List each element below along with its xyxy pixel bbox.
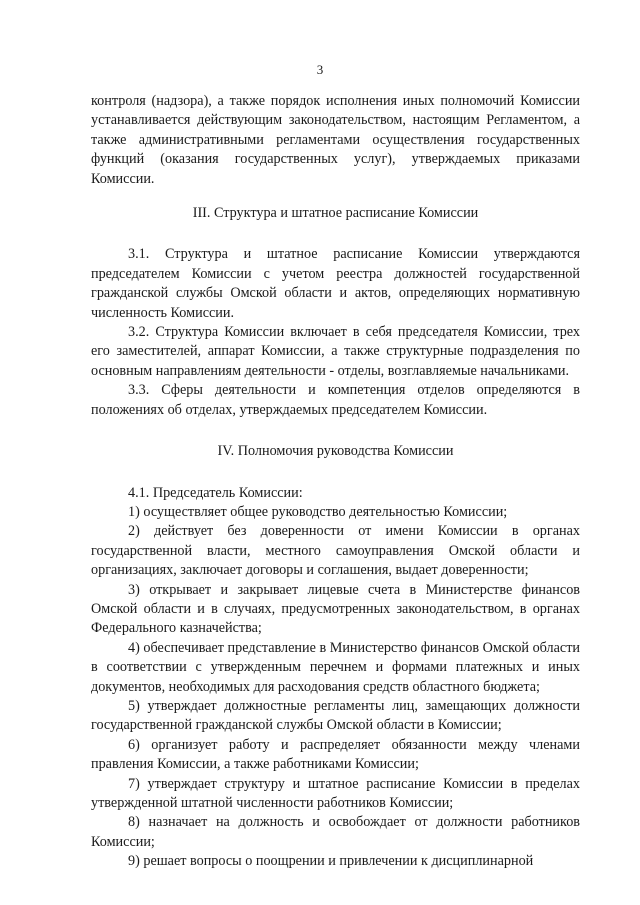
list-item-5: 5) утверждает должностные регламенты лиц, замещающих должности государственной гражданской службы Омской области в Комиссии; <box>91 697 580 734</box>
list-item-6: 6) организует работу и распределяет обязанности между членами правления Комиссии, а также работниками Комиссии; <box>91 736 580 773</box>
list-item-2: 2) действует без доверенности от имени Комиссии в органах государственной власти, местного самоуправления Омской области и организациях, заключает договоры и соглашения, выдает доверенности; <box>91 523 580 579</box>
paragraph-4-1: 4.1. Председатель Комиссии: <box>128 484 303 501</box>
paragraph-3-2: 3.2. Структура Комиссии включает в себя председателя Комиссии, трех его заместителей, аппарат Комиссии, а также структурные подразделения по основным направлениям деятельности - отделы, возглавляемые начальниками. <box>91 324 580 379</box>
section-4-heading: IV. Полномочия руководства Комиссии <box>217 443 454 460</box>
list-item-9: 9) решает вопросы о поощрении и привлечении к дисциплинарной <box>128 853 534 870</box>
paragraph-3-1: 3.1. Структура и штатное расписание Комиссии утверждаются председателем Комиссии с учетом реестра должностей государственной гражданской службы Омской области и актов, определяющих нормативную численность Комиссии. <box>91 246 580 321</box>
page-number: 3 <box>316 62 324 77</box>
list-item-4: 4) обеспечивает представление в Министерство финансов Омской области в соответствии с утвержденным перечнем и формами платежных и иных документов, необходимых для расходования средств областного бюджета; <box>91 639 580 695</box>
section-3-heading: III. Структура и штатное расписание Комиссии <box>192 205 479 222</box>
list-item-8: 8) назначает на должность и освобождает от должности работников Комиссии; <box>91 814 580 850</box>
paragraph-3-3: 3.3. Сферы деятельности и компетенция отделов определяются в положениях об отделах, утверждаемых председателем Комиссии. <box>91 382 580 418</box>
intro-paragraph: контроля (надзора), а также порядок исполнения иных полномочий Комиссии устанавливается действующим законодательством, настоящим Регламентом, а также административными регламентами осуществления государственных функций (оказания государственных услуг), утверждаемых приказами Комиссии. <box>91 93 580 187</box>
list-item-1: 1) осуществляет общее руководство деятельностью Комиссии; <box>128 503 508 520</box>
document-body <box>91 92 580 872</box>
list-item-3: 3) открывает и закрывает лицевые счета в Министерстве финансов Омской области и в случаях, предусмотренных законодательством, в органах Федерального казначейства; <box>91 581 580 637</box>
list-item-7: 7) утверждает структуру и штатное расписание Комиссии в пределах утвержденной штатной численности работников Комиссии; <box>91 775 580 811</box>
